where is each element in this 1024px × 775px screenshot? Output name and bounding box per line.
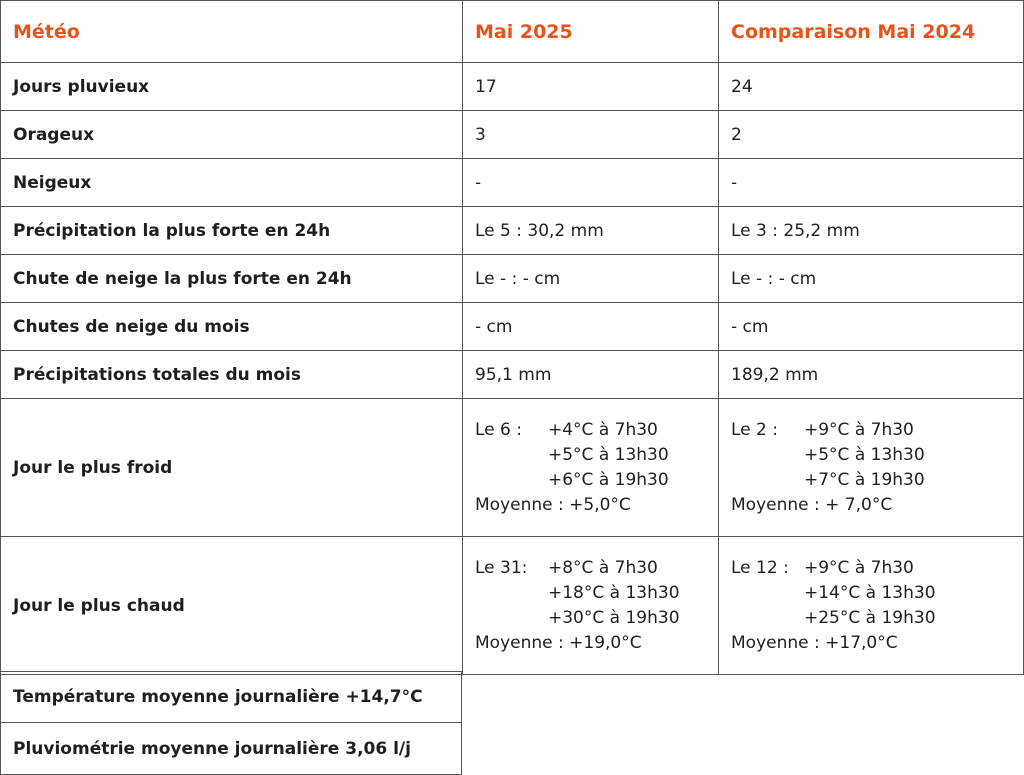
value-2025: - xyxy=(463,159,719,207)
day-label: Le 12 : xyxy=(731,557,789,578)
table-row xyxy=(1,723,462,775)
temp-morning: +4°C à 7h30 xyxy=(548,419,658,440)
row-label: Jours pluvieux xyxy=(1,63,463,111)
hottest-2025 xyxy=(463,537,719,675)
table-row xyxy=(1,255,1024,303)
temp-average: Moyenne : +19,0°C xyxy=(475,632,642,653)
row-label: Précipitations totales du mois xyxy=(1,351,463,399)
header-meteo: Météo xyxy=(1,1,463,63)
table-row xyxy=(1,63,1024,111)
temp-evening: +25°C à 19h30 xyxy=(804,607,936,628)
temp-morning: +9°C à 7h30 xyxy=(804,557,914,578)
table-header-row xyxy=(1,1,1024,63)
temperature-block xyxy=(731,418,1011,518)
temperature-block xyxy=(475,418,706,518)
temp-midday: +5°C à 13h30 xyxy=(548,444,669,465)
table-row xyxy=(1,111,1024,159)
value-2025: Le - : - cm xyxy=(463,255,719,303)
temp-midday: +18°C à 13h30 xyxy=(548,582,680,603)
temp-morning: +9°C à 7h30 xyxy=(804,419,914,440)
header-may-2025: Mai 2025 xyxy=(463,1,719,63)
coldest-2024 xyxy=(719,399,1024,537)
row-label: Précipitation la plus forte en 24h xyxy=(1,207,463,255)
temp-morning: +8°C à 7h30 xyxy=(548,557,658,578)
value-2025: - cm xyxy=(463,303,719,351)
temp-evening: +30°C à 19h30 xyxy=(548,607,680,628)
table-row xyxy=(1,303,1024,351)
value-2024: - xyxy=(719,159,1024,207)
table-row xyxy=(1,207,1024,255)
temp-average: Moyenne : + 7,0°C xyxy=(731,494,893,515)
coldest-day-row xyxy=(1,399,1024,537)
row-label: Neigeux xyxy=(1,159,463,207)
hottest-day-row xyxy=(1,537,1024,675)
table-row xyxy=(1,159,1024,207)
day-label: Le 31: xyxy=(475,557,528,578)
temp-average: Moyenne : +5,0°C xyxy=(475,494,631,515)
temperature-block xyxy=(731,556,1011,656)
average-daily-rainfall: Pluviométrie moyenne journalière 3,06 l/j xyxy=(1,723,462,775)
value-2025: Le 5 : 30,2 mm xyxy=(463,207,719,255)
value-2025: 95,1 mm xyxy=(463,351,719,399)
temp-evening: +6°C à 19h30 xyxy=(548,469,669,490)
value-2024: - cm xyxy=(719,303,1024,351)
value-2024: 2 xyxy=(719,111,1024,159)
header-comparison-may-2024: Comparaison Mai 2024 xyxy=(719,1,1024,63)
value-2025: 3 xyxy=(463,111,719,159)
row-label: Jour le plus chaud xyxy=(1,537,463,675)
value-2024: 24 xyxy=(719,63,1024,111)
coldest-2025 xyxy=(463,399,719,537)
value-2024: Le - : - cm xyxy=(719,255,1024,303)
row-label: Jour le plus froid xyxy=(1,399,463,537)
table-row xyxy=(1,351,1024,399)
value-2025: 17 xyxy=(463,63,719,111)
row-label: Chute de neige la plus forte en 24h xyxy=(1,255,463,303)
row-label: Chutes de neige du mois xyxy=(1,303,463,351)
table-row xyxy=(1,672,462,723)
temp-evening: +7°C à 19h30 xyxy=(804,469,925,490)
summary-table xyxy=(0,671,462,775)
temperature-block xyxy=(475,556,706,656)
value-2024: Le 3 : 25,2 mm xyxy=(719,207,1024,255)
average-daily-temperature: Température moyenne journalière +14,7°C xyxy=(1,672,462,723)
hottest-2024 xyxy=(719,537,1024,675)
day-label: Le 2 : xyxy=(731,419,778,440)
temp-midday: +5°C à 13h30 xyxy=(804,444,925,465)
temp-midday: +14°C à 13h30 xyxy=(804,582,936,603)
day-label: Le 6 : xyxy=(475,419,522,440)
temp-average: Moyenne : +17,0°C xyxy=(731,632,898,653)
row-label: Orageux xyxy=(1,111,463,159)
value-2024: 189,2 mm xyxy=(719,351,1024,399)
